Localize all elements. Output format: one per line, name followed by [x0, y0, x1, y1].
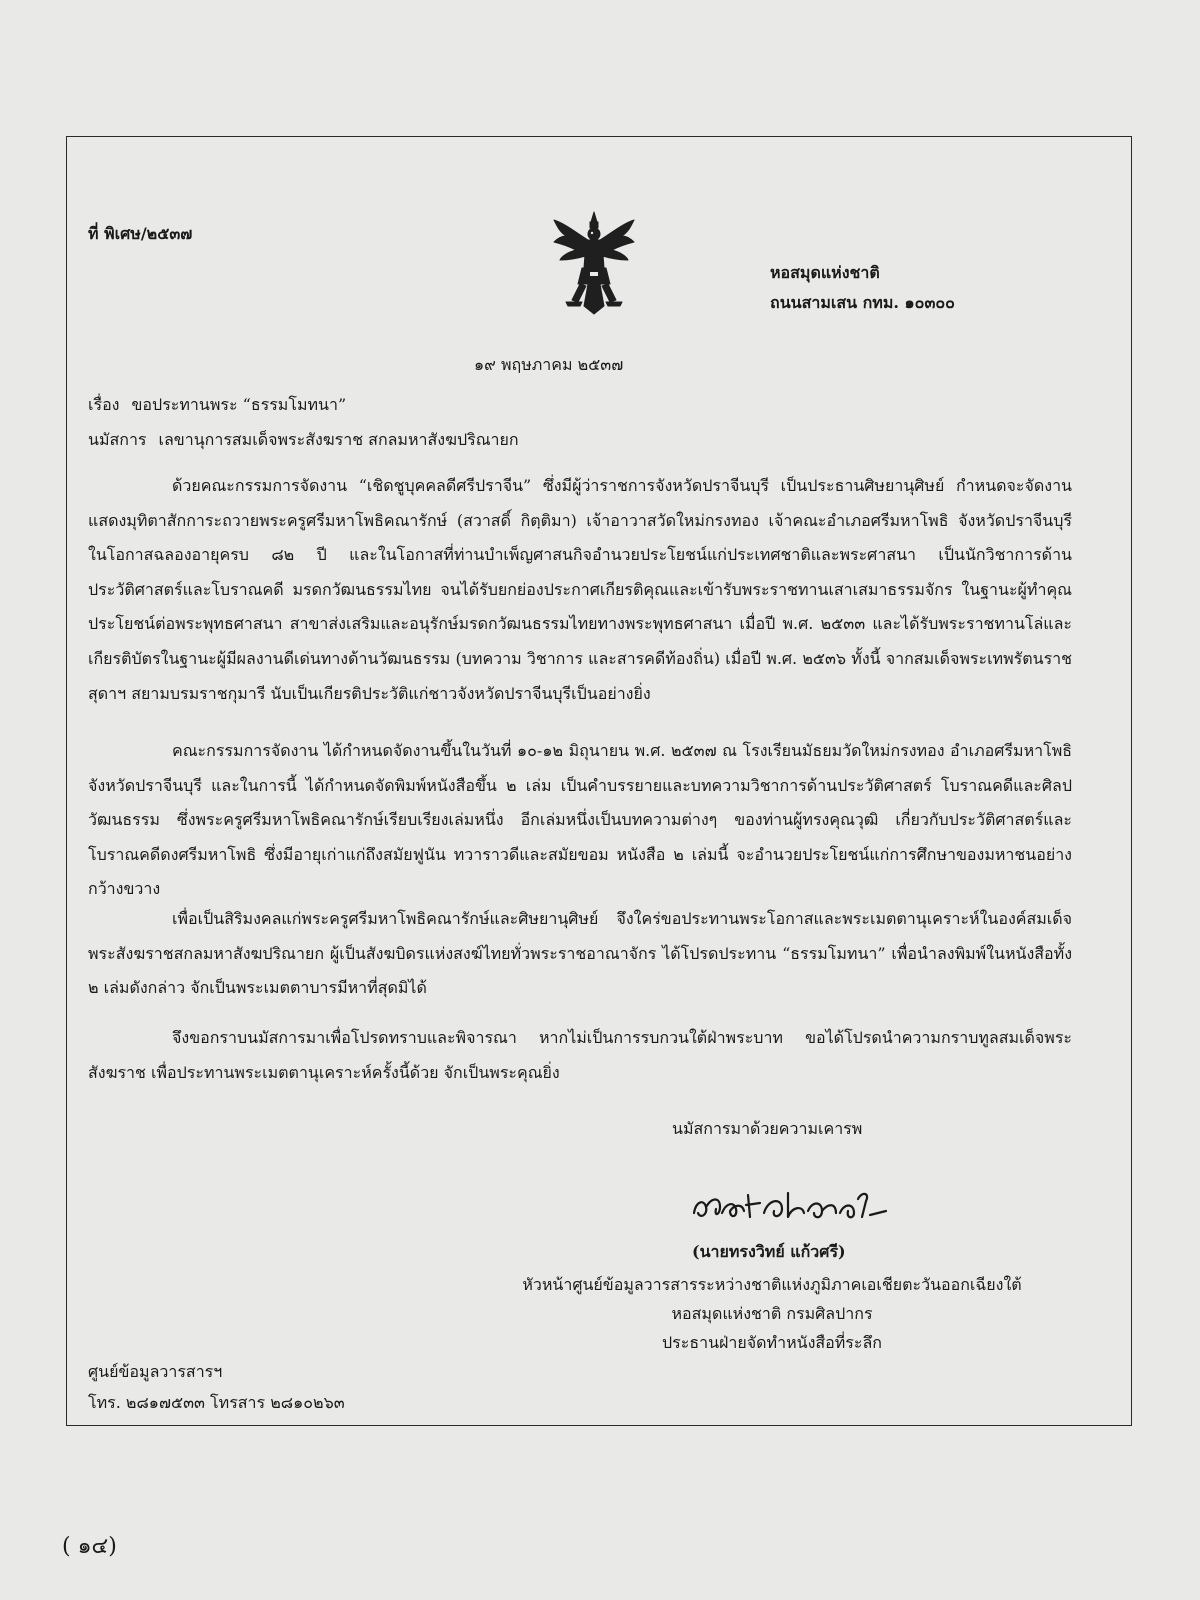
page-number: ( ๑๔) [62, 1534, 117, 1559]
paragraph-text: ด้วยคณะกรรมการจัดงาน “เชิดชูบุคคลดีศรีปราจีน” ซึ่งมีผู้ว่าราชการจังหวัดปราจีนบุรี เป็นประธานศิษยานุศิษย์ กำหนดจะจัดงานแสดงมุทิตาสักการะถวายพระครูศรีมหาโพธิคณารักษ์ (สวาสดิ์ กิตฺติมา) เจ้าอาวาสวัดใหม่กรงทอง เจ้าคณะอำเภอศรีมหาโพธิ จังหวัดปราจีนบุรี ในโอกาสฉลองอายุครบ ๘๒ ปี และในโอกาสที่ท่านบำเพ็ญศาสนกิจอำนวยประโยชน์แก่ประเทศชาติและพระศาสนา เป็นนักวิชาการด้านประวัติศาสตร์และโบราณคดี มรดกวัฒนธรรมไทย จนได้รับยกย่องประกาศเกียรติคุณและเข้ารับพระราชทานเสาเสมาธรรมจักร ในฐานะผู้ทำคุณประโยชน์ต่อพระพุทธศาสนา สาขาส่งเสริมและอนุรักษ์มรดกวัฒนธรรมไทยทางพระพุทธศาสนา เมื่อปี พ.ศ. ๒๕๓๓ และได้รับพระราชทานโล่และเกียรติบัตรในฐานะผู้มีผลงานดีเด่นทางด้านวัฒนธรรม (บทความ วิชาการ และสารคดีท้องถิ่น) เมื่อปี พ.ศ. ๒๕๓๖ ทั้งนี้ จากสมเด็จพระเทพรัตนราชสุดาฯ สยามบรมราชกุมารี นับเป็นเกียรติประวัติแก่ชาวจังหวัดปราจีนบุรีเป็นอย่างยิ่ง [88, 476, 1072, 703]
body-paragraph [88, 734, 1072, 907]
sender-line-1: หอสมุดแห่งชาติ [770, 263, 880, 282]
body-paragraph [88, 902, 1072, 1006]
signer-title-line: ประธานฝ่ายจัดทำหนังสือที่ระลึก [662, 1333, 882, 1352]
footer-contact [88, 1356, 345, 1418]
paragraph-text: คณะกรรมการจัดงาน ได้กำหนดจัดงานขึ้นในวันที่ ๑๐-๑๒ มิถุนายน พ.ศ. ๒๕๓๗ ณ โรงเรียนมัธยมวัดใหม่กรงทอง อำเภอศรีมหาโพธิ จังหวัดปราจีนบุรี และในการนี้ ได้กำหนดจัดพิมพ์หนังสือขึ้น ๒ เล่ม เป็นคำบรรยายและบทความวิชาการด้านประวัติศาสตร์ โบราณคดีและศิลปวัฒนธรรม ซึ่งพระครูศรีมหาโพธิคณารักษ์เรียบเรียงเล่มหนึ่ง อีกเล่มหนึ่งเป็นบทความต่างๆ ของท่านผู้ทรงคุณวุฒิ เกี่ยวกับประวัติศาสตร์และโบราณคดีดงศรีมหาโพธิ ซึ่งมีอายุเก่าแก่ถึงสมัยฟูนัน ทวาราวดีและสมัยขอม หนังสือ ๒ เล่มนี้ จะอำนวยประโยชน์แก่การศึกษาของมหาชนอย่างกว้างขวาง [88, 741, 1072, 899]
subject-line [88, 393, 346, 418]
signer-titles [472, 1270, 1072, 1357]
signer-title-line: หัวหน้าศูนย์ข้อมูลวารสารระหว่างชาติแห่งภูมิภาคเอเชียตะวันออกเฉียงใต้ [522, 1275, 1022, 1294]
signer-name: (นายทรงวิทย์ แก้วศรี) [692, 1242, 846, 1261]
subject-text: ขอประทานพระ “ธรรมโมทนา” [131, 395, 347, 414]
handwritten-signature-icon [690, 1183, 890, 1231]
subject-label: เรื่อง [88, 395, 120, 414]
salutation-text: เลขานุการสมเด็จพระสังฆราช สกลมหาสังฆปริณายก [158, 430, 519, 449]
letter-date: ๑๙ พฤษภาคม ๒๕๓๗ [474, 355, 624, 374]
footer-office: ศูนย์ข้อมูลวารสารฯ [88, 1362, 223, 1381]
salutation-label: นมัสการ [88, 430, 147, 449]
reference-number: ที่ พิเศษ/๒๕๓๗ [88, 224, 193, 243]
salutation-line [88, 428, 519, 453]
garuda-emblem-icon [550, 210, 638, 320]
paragraph-text: จึงขอกราบนมัสการมาเพื่อโปรดทราบและพิจารณา หากไม่เป็นการรบกวนใต้ฝ่าพระบาท ขอได้โปรดนำความกราบทูลสมเด็จพระสังฆราช เพื่อประทานพระเมตตานุเคราะห์ครั้งนี้ด้วย จักเป็นพระคุณยิ่ง [88, 1028, 1072, 1082]
sender-line-2: ถนนสามเสน กทม. ๑๐๓๐๐ [770, 293, 955, 312]
paragraph-text: เพื่อเป็นสิริมงคลแก่พระครูศรีมหาโพธิคณารักษ์และศิษยานุศิษย์ จึงใคร่ขอประทานพระโอกาสและพระเมตตานุเคราะห์ในองค์สมเด็จพระสังฆราชสกลมหาสังฆปริณายก ผู้เป็นสังฆบิดรแห่งสงฆ์ไทยทั่วพระราชอาณาจักร ได้โปรดประทาน “ธรรมโมทนา” เพื่อนำลงพิมพ์ในหนังสือทั้ง ๒ เล่มดังกล่าว จักเป็นพระเมตตาบารมีหาที่สุดมิได้ [88, 909, 1072, 998]
closing-phrase: นมัสการมาด้วยความเคารพ [672, 1119, 863, 1138]
body-paragraph [88, 469, 1072, 711]
body-paragraph [88, 1021, 1072, 1090]
sender-address [770, 258, 955, 318]
footer-phone-fax: โทร. ๒๘๑๗๕๓๓ โทรสาร ๒๘๑๐๒๖๓ [88, 1393, 345, 1412]
signer-title-line: หอสมุดแห่งชาติ กรมศิลปากร [671, 1304, 873, 1323]
